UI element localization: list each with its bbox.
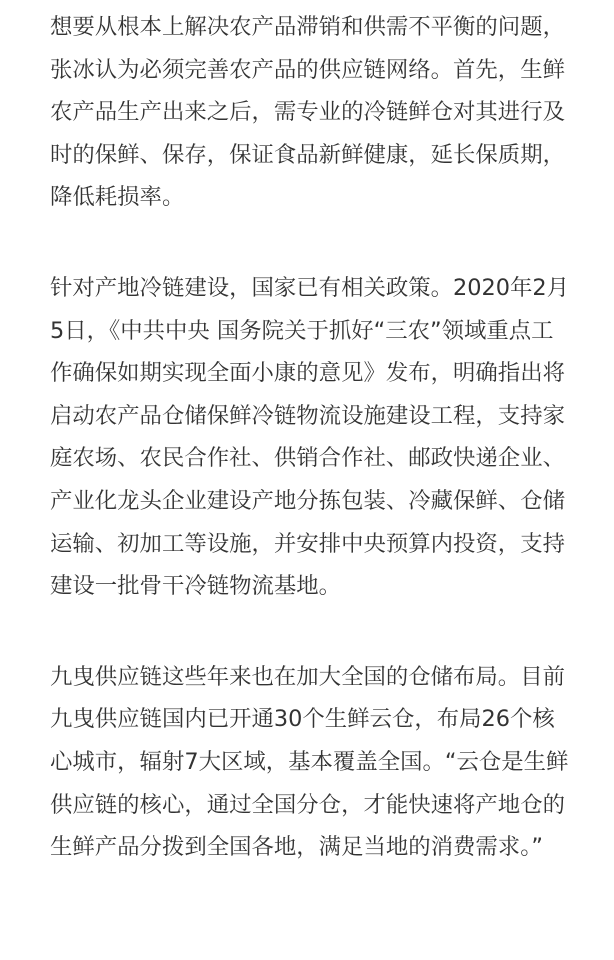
text-line: 供应链的核心，通过全国分仓，才能快速将产地仓的 [50,791,565,818]
paragraph-unsold-produce [50,6,578,219]
text-line: 时的保鲜、保存，保证食品新鲜健康，延长保质期， [50,141,565,168]
text-line: 针对产地冷链建设，国家已有相关政策。2020年2月 [50,274,570,301]
text-line: 5日，《中共中央 国务院关于抓好“三农”领域重点工 [50,317,554,344]
paragraph-spacer [50,219,578,267]
text-line: 张冰认为必须完善农产品的供应链网络。首先，生鲜 [50,56,565,83]
text-line: 心城市，辐射7大区域，基本覆盖全国。“云仓是生鲜 [50,748,569,775]
text-line: 启动农产品仓储保鲜冷链物流设施建设工程，支持家 [50,402,565,429]
text-line: 庭农场、农民合作社、供销合作社、邮政快递企业、 [50,445,565,472]
paragraph-warehouse-layout [50,656,578,869]
text-line: 农产品生产出来之后，需专业的冷链鲜仓对其进行及 [50,99,565,126]
paragraph-cold-chain-policy [50,267,578,608]
text-line: 运输、初加工等设施，并安排中央预算内投资，支持 [50,530,565,557]
text-line: 生鲜产品分拨到全国各地，满足当地的消费需求。” [50,834,543,861]
text-line: 建设一批骨干冷链物流基地。 [50,573,342,600]
text-line: 想要从根本上解决农产品滞销和供需不平衡的问题， [50,14,565,40]
paragraph-spacer [50,608,578,656]
text-line: 产业化龙头企业建设产地分拣包装、冷藏保鲜、仓储 [50,487,565,514]
article-body [50,6,578,869]
text-line: 作确保如期实现全面小康的意见》发布，明确指出将 [50,360,565,387]
text-line: 九曳供应链这些年来也在加大全国的仓储布局。目前 [50,663,565,690]
text-line: 九曳供应链国内已开通30个生鲜云仓，布局26个核 [50,706,555,733]
text-line: 降低耗损率。 [50,184,185,211]
